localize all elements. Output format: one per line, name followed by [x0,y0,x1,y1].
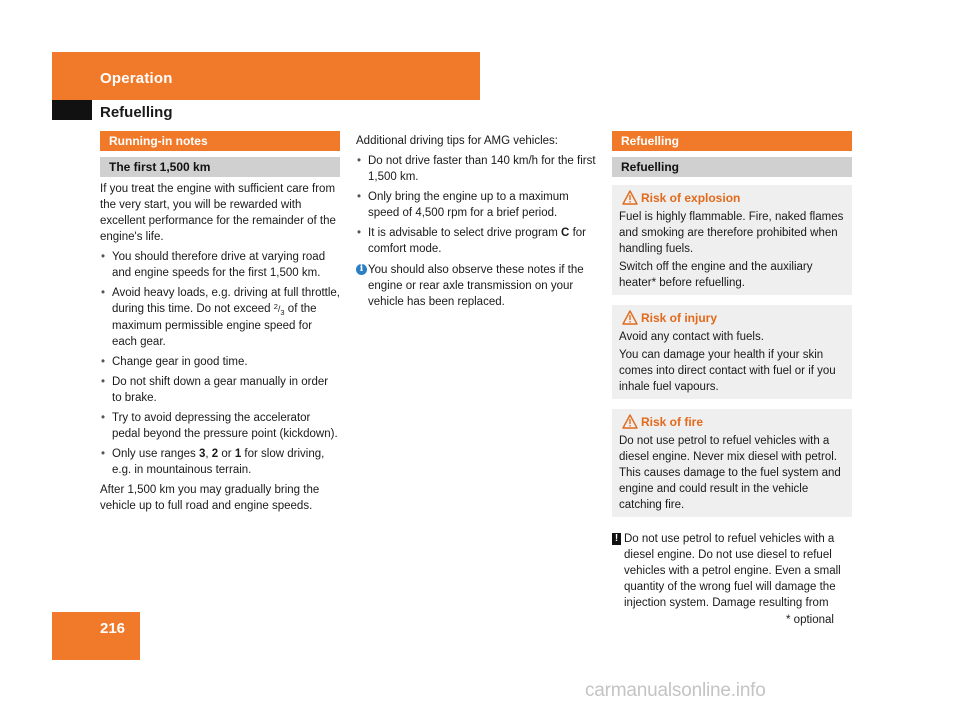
column-amg [356,131,597,310]
first-1500km-heading: The first 1,500 km [100,157,340,177]
warning-triangle-icon [622,414,638,429]
running-in-outro: After 1,500 km you may gradually bring the vehicle up to full road and engine speeds. [100,484,320,512]
list-item: • Avoid heavy loads, e.g. driving at full throttle, during this time. Do not exceed $^2/_3$ of the maximum permissible engine speed for each gear. [100,285,340,350]
warning-triangle-icon [622,310,638,325]
amg-list [356,153,597,257]
watermark: carmanualsonline.info [585,680,766,701]
page-title: Refuelling [100,104,173,121]
list-item: • Only use ranges 3, 2 or 1 for slow driving, e.g. in mountainous terrain. [100,446,340,478]
page-number-block [52,612,140,660]
exclamation-icon: ! [612,533,621,545]
info-note: i You should also observe these notes if the engine or rear axle transmission on your vehicle has been replaced. [356,262,597,310]
list-item: • Change gear in good time. [100,354,340,370]
warning-explosion: Risk of explosion Fuel is highly flammable. Fire, naked flames and smoking are therefore prohibited when handling fuels. Switch off the engine and the auxiliary heater* before refuelling. [612,185,852,295]
list-item: • Do not shift down a gear manually in order to brake. [100,374,340,406]
caution-note: ! Do not use petrol to refuel vehicles with a diesel engine. Do not use diesel to refuel vehicles with a petrol engine. Even a small quantity of the wrong fuel will damage the injection system. Damage resulting from [612,531,852,611]
footnote-optional: * optional [786,614,834,626]
list-item: • You should therefore drive at varying road and engine speeds for the first 1,500 km. [100,249,340,281]
list-item: • Try to avoid depressing the accelerator pedal beyond the pressure point (kickdown). [100,410,340,442]
list-item: • Do not drive faster than 140 km/h for the first 1,500 km. [356,153,597,185]
running-in-heading: Running-in notes [100,131,340,151]
fraction: $^2/_3$ [273,302,285,317]
warning-triangle-icon [622,190,638,205]
refuelling-subheading: Refuelling [612,157,852,177]
running-in-intro: If you treat the engine with sufficient care from the very start, you will be rewarded with excellent performance for the remainder of the engine's life. [100,183,336,243]
warning-fire: Risk of fire Do not use petrol to refuel vehicles with a diesel engine. Never mix diesel with petrol. This causes damage to the fuel system and engine and could result in the vehicle catching fire. [612,409,852,517]
info-icon: i [356,264,367,275]
running-in-list [100,249,340,478]
section-title: Operation [100,70,173,87]
refuelling-heading: Refuelling [612,131,852,151]
list-item: • It is advisable to select drive program C for comfort mode. [356,225,597,257]
warning-injury: Risk of injury Avoid any contact with fuels. You can damage your health if your skin comes into direct contact with fuel or if you inhale fuel vapours. [612,305,852,399]
amg-intro: Additional driving tips for AMG vehicles: [356,135,558,147]
header-black-tab [52,100,92,120]
column-refuelling [612,131,852,611]
list-item: • Only bring the engine up to a maximum speed of 4,500 rpm for a brief period. [356,189,597,221]
page-number: 216 [100,620,126,637]
column-running-in [100,131,340,514]
